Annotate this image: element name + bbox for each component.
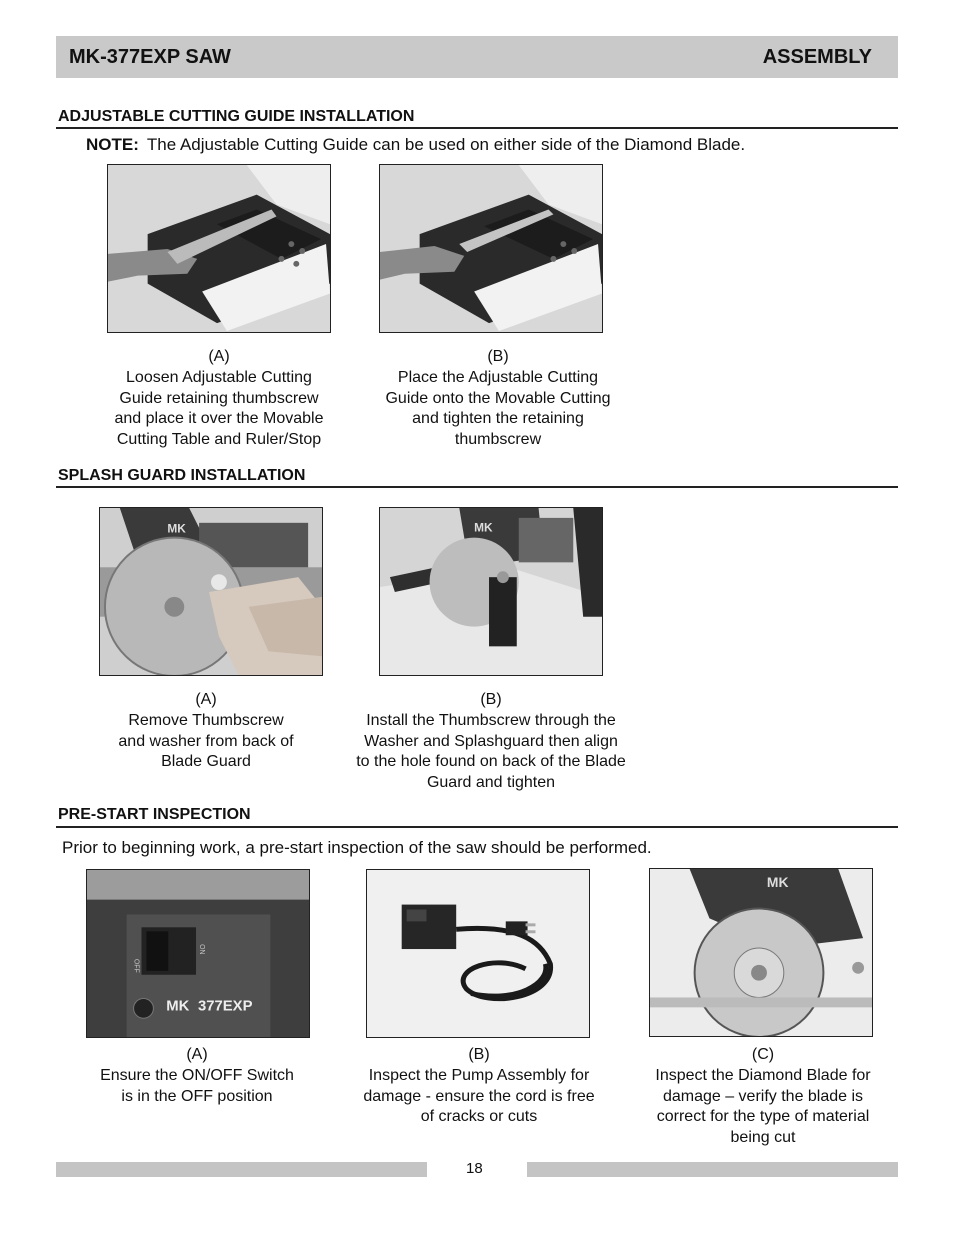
photo-splash-guard-a [99, 507, 323, 676]
caption-line: thumbscrew [454, 431, 542, 449]
caption-line: damage – verify the blade is [662, 1087, 864, 1105]
section-rule [56, 127, 898, 129]
caption-letter: (B) [480, 691, 502, 708]
caption-line: of cracks or cuts [420, 1108, 538, 1126]
caption-line: being cut [730, 1129, 796, 1147]
caption-line: Blade Guard [161, 753, 251, 771]
photo-cutting-guide-a [107, 164, 331, 333]
photo-splash-guard-b [379, 507, 603, 676]
caption-line: Install the Thumbscrew through the [366, 711, 616, 729]
footer-bar-left [56, 1162, 427, 1177]
page-number: 18 [466, 1160, 483, 1177]
caption-line: and tighten the retaining [412, 410, 584, 428]
photo-brand-mark: MK [167, 521, 186, 536]
caption-pre-start-c [633, 1045, 893, 1149]
caption-line: is in the OFF position [121, 1087, 273, 1105]
section-title-pre-start: PRE-START INSPECTION [58, 806, 251, 823]
caption-line: Guide onto the Movable Cutting [385, 389, 611, 407]
caption-line: correct for the type of material [656, 1108, 870, 1126]
section-title-cutting-guide: ADJUSTABLE CUTTING GUIDE INSTALLATION [58, 108, 415, 125]
caption-line: Inspect the Diamond Blade for [655, 1066, 871, 1084]
header-section: ASSEMBLY [762, 46, 872, 68]
caption-pre-start-b [344, 1045, 614, 1128]
note-text: The Adjustable Cutting Guide can be used on either side of the Diamond Blade. [146, 135, 746, 154]
caption-line: Ensure the ON/OFF Switch [100, 1066, 294, 1084]
footer-bar-right [527, 1162, 898, 1177]
caption-letter: (B) [468, 1046, 490, 1063]
section-rule [56, 826, 898, 828]
caption-line: damage - ensure the cord is free [363, 1087, 595, 1105]
caption-cutting-guide-a [104, 347, 334, 451]
caption-line: Cutting Table and Ruler/Stop [116, 431, 322, 449]
switch-label-on: ON [197, 944, 205, 955]
caption-letter: (A) [186, 1046, 208, 1063]
caption-letter: (B) [487, 348, 509, 365]
switch-label-off: OFF [132, 958, 140, 973]
header-model: MK-377EXP SAW [69, 46, 231, 68]
note-label: NOTE: [86, 135, 139, 154]
section-rule [56, 486, 898, 488]
caption-cutting-guide-b [372, 347, 624, 451]
photo-pre-start-b [366, 869, 590, 1038]
caption-letter: (A) [208, 348, 230, 365]
caption-letter: (C) [751, 1046, 775, 1063]
caption-splash-guard-a [96, 690, 316, 773]
pre-start-intro: Prior to beginning work, a pre-start inspection of the saw should be performed. [62, 838, 652, 857]
section-title-splash-guard: SPLASH GUARD INSTALLATION [58, 467, 306, 484]
caption-line: Washer and Splashguard then align [364, 732, 618, 750]
caption-line: Inspect the Pump Assembly for [368, 1066, 590, 1084]
photo-brand-mark: MK [474, 520, 493, 535]
caption-line: and washer from back of [118, 732, 294, 750]
caption-line: Place the Adjustable Cutting [397, 368, 599, 386]
photo-pre-start-c [649, 868, 873, 1037]
caption-line: Loosen Adjustable Cutting [126, 368, 312, 386]
page-header [56, 36, 898, 78]
note [86, 135, 745, 155]
photo-cutting-guide-b [379, 164, 603, 333]
caption-pre-start-a [82, 1045, 312, 1107]
caption-splash-guard-b [336, 690, 646, 794]
photo-brand-mark: MK [766, 873, 789, 890]
caption-line: Remove Thumbscrew [128, 711, 284, 729]
caption-line: Guide retaining thumbscrew [119, 389, 319, 407]
photo-model-mark: 377EXP [198, 998, 253, 1015]
caption-letter: (A) [195, 691, 217, 708]
photo-pre-start-a [86, 869, 310, 1038]
caption-line: to the hole found on back of the Blade [356, 753, 626, 771]
caption-line: Guard and tighten [426, 774, 556, 792]
photo-brand-mark: MK [166, 998, 190, 1015]
caption-line: and place it over the Movable [114, 410, 324, 428]
